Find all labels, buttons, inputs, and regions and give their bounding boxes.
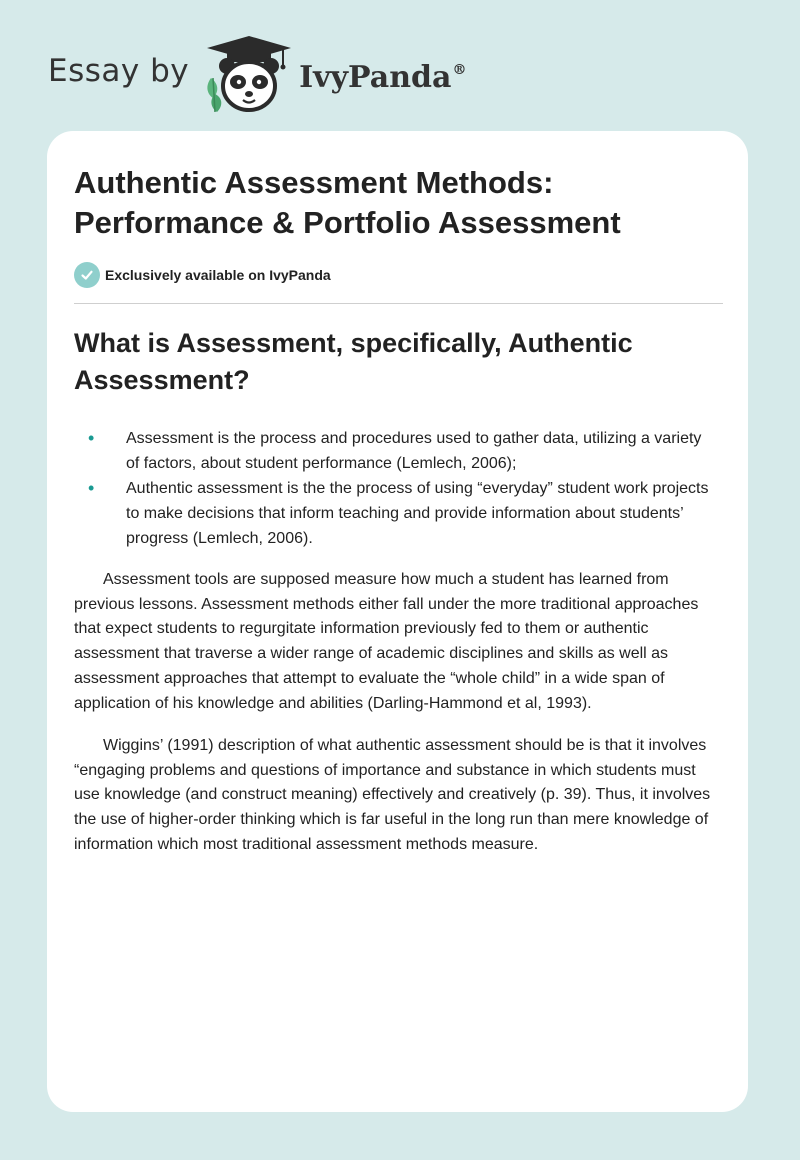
essay-by-label: Essay by [48, 53, 190, 89]
body-paragraph: Assessment tools are supposed measure how much a student has learned from previous lessons. Assessment methods either fall under the more traditional approaches that expect students to regurgitate information previously fed to them or authentic assessment that traverse a wider range of academic disciplines and skills as well as assessment approaches that attempt to evaluate the “whole child” in a wide span of application of his knowledge and abilities (Darling-Hammond et al, 1993). [74, 571, 699, 712]
essay-card [47, 131, 748, 1112]
bullet-icon: • [88, 478, 95, 498]
list-item [74, 476, 714, 551]
bullet-text: Authentic assessment is the the process of using “everyday” student work projects to make decisions that inform teaching and provide information about students’ progress (Lemlech, 2006). [126, 480, 709, 547]
brand-name [299, 60, 466, 95]
list-item [74, 426, 714, 476]
title-line-2: Performance & Portfolio Assessment [74, 205, 621, 240]
panda-graduate-logo-icon [203, 34, 295, 114]
exclusive-label: Exclusively available on IvyPanda [105, 267, 331, 283]
section-heading: What is Assessment, specifically, Authentic Assessment? [74, 328, 633, 395]
divider [74, 303, 723, 304]
bullet-text: Assessment is the process and procedures used to gather data, utilizing a variety of factors, about student performance (Lemlech, 2006); [126, 430, 702, 472]
brand-text: IvyPanda [299, 59, 452, 95]
site-header [48, 34, 466, 114]
title-line-1: Authentic Assessment Methods: [74, 165, 554, 200]
bullet-list [74, 426, 714, 551]
body-paragraph: Wiggins’ (1991) description of what authentic assessment should be is that it involves “engaging problems and questions of importance and substance in which students must use knowledge (and construct meaning) effectively and creatively (p. 39). Thus, it involves the use of higher-order thinking which is far useful in the long run than mere knowledge of information which most traditional assessment methods measure. [74, 737, 711, 853]
check-icon [74, 262, 100, 288]
essay-title [74, 163, 724, 243]
exclusive-badge [74, 262, 331, 288]
registered-mark: ® [452, 61, 467, 78]
bullet-icon: • [88, 428, 95, 448]
